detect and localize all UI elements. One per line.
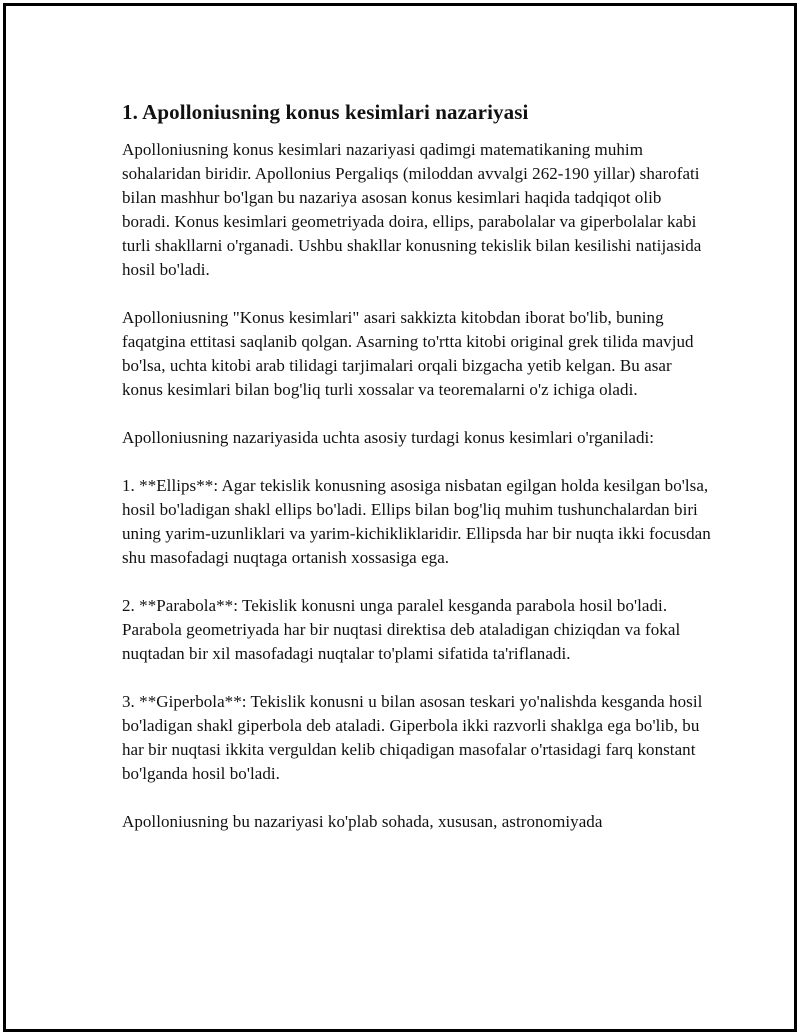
document-page	[3, 3, 797, 1032]
document-body	[122, 98, 712, 834]
section-heading: 1. Apolloniusning konus kesimlari nazariyasi	[122, 100, 529, 124]
paragraph-ellipse: 1. **Ellips**: Agar tekislik konusning asosiga nisbatan egilgan holda kesilgan bo'lsa, hosil bo'ladigan shakl ellips bo'ladi. Ellips bilan bog'liq muhim tushunchalardan biri uning yarim-uzunliklari va yarim-kichikliklaridir. Ellipsda har bir nuqta ikki focusdan shu masofadagi nuqtaga ortanish xossasiga ega.	[122, 476, 711, 567]
paragraph-hyperbola: 3. **Giperbola**: Tekislik konusni u bilan asosan teskari yo'nalishda kesganda hosil bo'ladigan shakl giperbola deb ataladi. Giperbola ikki razvorli shaklga ega bo'lib, bu har bir nuqtasi ikkita verguldan kelib chiqadigan masofalar o'rtasidagi farq konstant bo'lganda hosil bo'ladi.	[122, 692, 703, 783]
paragraph-applications: Apolloniusning bu nazariyasi ko'plab sohada, xususan, astronomiyada	[122, 812, 603, 831]
paragraph-books: Apolloniusning "Konus kesimlari" asari sakkizta kitobdan iborat bo'lib, buning faqatgina ettitasi saqlanib qolgan. Asarning to'rtta kitobi original grek tilida mavjud bo'lsa, uchta kitobi arab tilidagi tarjimalari orqali bizgacha yetib kelgan. Bu asar konus kesimlari bilan bog'liq turli xossalar va teoremalarni o'z ichiga oladi.	[122, 308, 694, 399]
paragraph-types-intro: Apolloniusning nazariyasida uchta asosiy turdagi konus kesimlari o'rganiladi:	[122, 428, 655, 447]
paragraph-parabola: 2. **Parabola**: Tekislik konusni unga paralel kesganda parabola hosil bo'ladi. Parabola geometriyada har bir nuqtasi direktisa deb ataladigan chiziqdan va fokal nuqtadan bir xil masofadagi nuqtalar to'plami sifatida ta'riflanadi.	[122, 596, 681, 663]
paragraph-intro: Apolloniusning konus kesimlari nazariyasi qadimgi matematikaning muhim sohalaridan biridir. Apollonius Pergaliqs (miloddan avvalgi 262-190 yillar) sharofati bilan mashhur bo'lgan bu nazariya asosan konus kesimlari haqida tadqiqot olib boradi. Konus kesimlari geometriyada doira, ellips, parabolalar va giperbolalar kabi turli shakllarni o'rganadi. Ushbu shakllar konusning tekislik bilan kesilishi natijasida hosil bo'ladi.	[122, 140, 702, 279]
